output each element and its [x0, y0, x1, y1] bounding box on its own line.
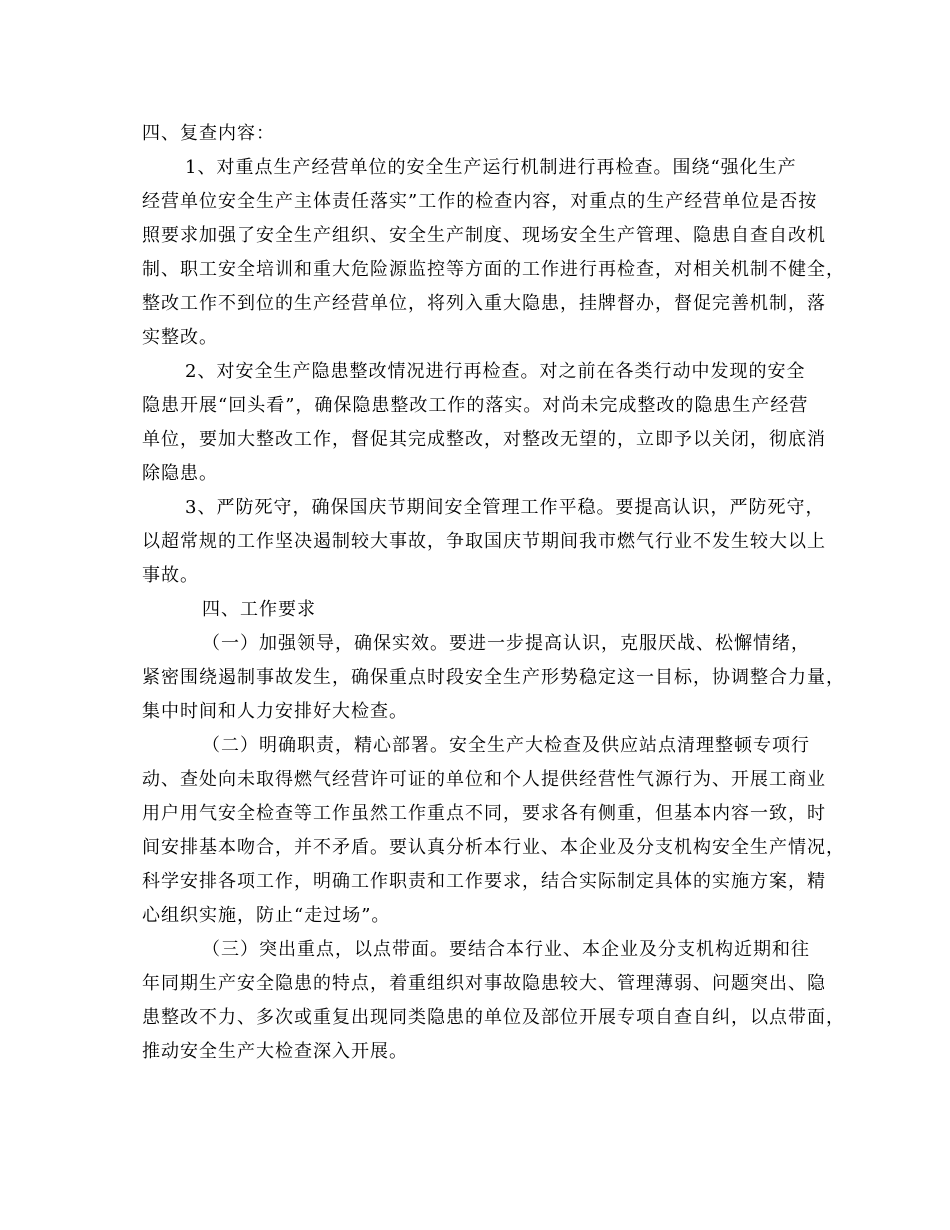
requirement-item-1 — [142, 627, 845, 729]
review-item-3-line-1: 3、严防死守，确保国庆节期间安全管理工作平稳。要提高认识，严防死守， — [185, 497, 825, 518]
section-heading-review: 四、复查内容： — [142, 123, 275, 144]
review-item-2-line-1: 2、对安全生产隐患整改情况进行再检查。对之前在各类行动中发现的安全 — [185, 361, 806, 382]
review-item-1-line-6: 实整改。 — [142, 327, 218, 348]
review-item-1 — [142, 151, 845, 355]
requirement-item-3 — [142, 933, 845, 1069]
requirement-item-2-line-2: 动、查处向未取得燃气经营许可证的单位和个人提供经营性气源行为、开展工商业 — [142, 769, 826, 790]
review-item-3-line-2: 以超常规的工作坚决遏制较大事故，争取国庆节期间我市燃气行业不发生较大以上 — [142, 531, 826, 552]
review-item-2-line-3: 单位，要加大整改工作，督促其完成整改，对整改无望的，立即予以关闭，彻底消 — [142, 429, 826, 450]
review-item-3-line-3: 事故。 — [142, 565, 199, 586]
review-item-1-line-2: 经营单位安全生产主体责任落实”工作的检查内容，对重点的生产经营单位是否按 — [142, 191, 818, 212]
requirement-item-2-line-6: 心组织实施，防止“走过场”。 — [142, 905, 391, 926]
review-item-2 — [142, 355, 826, 491]
review-item-2-line-4: 除隐患。 — [142, 463, 218, 484]
requirement-item-1-line-2: 紧密围绕遏制事故发生，确保重点时段安全生产形势稳定这一目标，协调整合力量， — [142, 667, 845, 688]
review-item-1-line-4: 制、职工安全培训和重大危险源监控等方面的工作进行再检查，对相关机制不健全， — [142, 259, 845, 280]
requirement-item-3-line-3: 患整改不力、多次或重复出现同类隐患的单位及部位开展专项自查自纠，以点带面， — [142, 1007, 845, 1028]
section-heading-requirements: 四、工作要求 — [202, 599, 316, 620]
requirement-item-2 — [142, 729, 845, 933]
review-item-1-line-3: 照要求加强了安全生产组织、安全生产制度、现场安全生产管理、隐患自查自改机 — [142, 225, 826, 246]
requirement-item-2-line-3: 用户用气安全检查等工作虽然工作重点不同，要求各有侧重，但基本内容一致，时 — [142, 803, 826, 824]
requirement-item-3-line-2: 年同期生产安全隐患的特点，着重组织对事故隐患较大、管理薄弱、问题突出、隐 — [142, 973, 826, 994]
review-item-3 — [142, 491, 826, 593]
review-item-1-line-1: 1、对重点生产经营单位的安全生产运行机制进行再检查。围绕“强化生产 — [185, 157, 797, 178]
requirement-item-1-line-1: （一）加强领导，确保实效。要进一步提高认识，克服厌战、松懈情绪， — [202, 633, 810, 654]
requirement-item-3-line-1: （三）突出重点，以点带面。要结合本行业、本企业及分支机构近期和往 — [202, 939, 810, 960]
document-body — [142, 117, 845, 1069]
requirement-item-2-line-4: 间安排基本吻合，并不矛盾。要认真分析本行业、本企业及分支机构安全生产情况， — [142, 837, 845, 858]
review-item-1-line-5: 整改工作不到位的生产经营单位，将列入重大隐患，挂牌督办，督促完善机制，落 — [142, 293, 826, 314]
review-item-2-line-2: 隐患开展“回头看”，确保隐患整改工作的落实。对尚未完成整改的隐患生产经营 — [142, 395, 809, 416]
requirement-item-2-line-5: 科学安排各项工作，明确工作职责和工作要求，结合实际制定具体的实施方案，精 — [142, 871, 826, 892]
requirement-item-2-line-1: （二）明确职责，精心部署。安全生产大检查及供应站点清理整顿专项行 — [202, 735, 810, 756]
requirement-item-1-line-3: 集中时间和人力安排好大检查。 — [142, 701, 408, 722]
requirement-item-3-line-4: 推动安全生产大检查深入开展。 — [142, 1041, 408, 1062]
